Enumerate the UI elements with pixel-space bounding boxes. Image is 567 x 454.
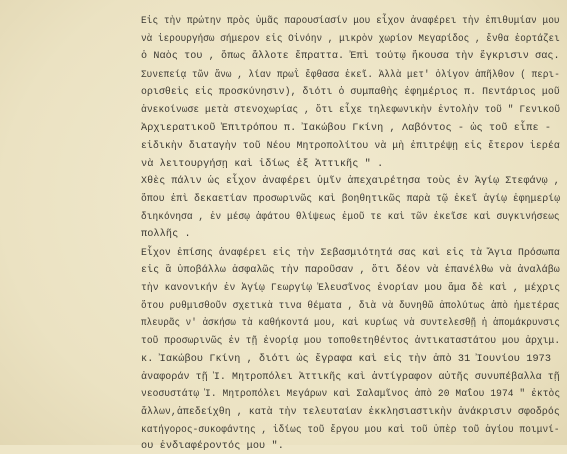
text-line: κ. Ἰακώβου Γκίνη , διότι ὡς ἔγραφα καὶ εἰς τὴν ἀπὸ 31 Ἰουνίου 1973 [141,354,552,365]
text-line: ου ἐνδιαφέροντός μου ". [141,441,284,452]
text-line: Ἀρχιερατικοῦ Ἐπιτρόπου π. Ἰακώβου Γκίνη , Λαβόντος - ὡς τοῦ εἶπε - [141,123,552,134]
text-line: Χθὲς πάλιν ὡς εἶχον ἀναφέρει ὑμῖν ἀπεχαιρέτησα τοὺς ἐν Ἁγίῳ Στεφάνῳ , [141,176,560,187]
text-line: νεοσυστάτῳ Ἱ. Μητροπόλει Μεγάρων καὶ Σαλαμῖνος ἀπὸ 20 Μαΐου 1974 " ἐκτὸς [141,389,561,400]
text-line: ἀναφοράν τῇ Ἱ. Μητροπόλει Ἀττικῆς καὶ ἀντίγραφον αὐτῆς συνυπέβαλλα τῇ [141,372,560,383]
text-line: εἰς ἃ ὑποβάλλω ἀσφαλῶς τὴν παροῦσαν , ὅτι δέον νὰ ἐπανέλθω νὰ ἀναλάβω [141,265,560,276]
text-line: πολλῆς . [141,229,191,240]
text-line: νὰ λειτουργήσῃ καὶ ἰδίως ἐξ Ἀττικῆς " . [141,159,384,170]
text-line: Εἰς τὴν πρώτην πρὸς ὑμᾶς παρουσίασίν μου εἶχον ἀναφέρει τὴν ἐπιθυμίαν μου [141,16,560,27]
text-line: ὁ Ναὸς του , ὅπως ἄλλοτε ἔπραττα. Ἐπὶ τούτῳ ἤκουσα τὴν ἔγκρισιν σας. [141,51,560,62]
text-line: ορισθεὶς εἰς προσκύνησιν), διότι ὁ συμπαθὴς ἐφημέριος π. Πεντάριος μοῦ [141,87,560,98]
text-line: διηκόνησα , ἐν μέσῳ ἀφάτου θλίψεως ἐμοῦ τε καὶ τῶν ἐκεῖσε καὶ συγκινήσεως [141,212,560,223]
text-line: τοῦ προσωρινῶς ἐν τῇ ἐνορίᾳ μου τοποθετηθέντος ἀντικαταστάτου μου ἀρχιμ. [141,336,561,347]
text-line: εἰδικὴν διαταγὴν τοῦ Νέου Μητροπολίτου νὰ μὴ ἐπιτρέψῃ εἰς ἕτερον ἱερέα [141,141,560,152]
text-line: ὅπου ἐπὶ δεκαετίαν προσωρινῶς καὶ βοηθητικῶς παρὰ τῷ ἐκεῖ ἁγίῳ ἐφημερίῳ [141,194,561,205]
text-line: νὰ ἱερουργήσω σήμερον εἰς Οἰνόην , μικρὸν χωρίον Μεγαρίδος , ἔνθα ἑορτάζει [141,34,560,45]
text-line: Εἶχον ἐπίσης ἀναφέρει εἰς τὴν Σεβασμιότητά σας καὶ εἰς τὰ Ἅγια Πρόσωπα [141,248,560,259]
text-line: ἀνεκοίνωσε μετὰ στενοχωρίας , ὅτι εἶχε τηλεφωνικὴν ἐντολὴν τοῦ " Γενικοῦ [141,105,561,116]
text-line: Συνεπείᾳ τῶν ἄνω , λίαν πρωῒ ἔφθασα ἐκεῖ. Ἀλλὰ μετ' ὀλίγον ἀπῆλθον ( περι- [141,70,560,81]
text-line: κατήγορος-συκοφάντης , ἰδίως τοῦ ἔργου μου καὶ τοῦ ὑπὲρ τοῦ ἁγίου ποιμνί- [141,425,560,436]
text-line: πλευρᾶς ν' ἀσκήσω τὰ καθήκοντά μου, καὶ κυρίως νὰ συντελεσθῇ ἡ ἀπομάκρυνσις [141,318,560,329]
text-line: ἄλλων,ἀπεδείχθη , κατὰ τὴν τελευταίαν ἐκκλησιαστικὴν ἀνάκρισιν σφοδρός [141,407,560,418]
text-line: ὅτου ρυθμισθοῦν σχετικὰ τινα θέματα , διὰ νὰ δυνηθῶ ἀπολύτως ἀπὸ ἡμετέρας [141,301,560,312]
text-line: τὴν κανονικήν ἐν Ἁγίῳ Γεωργίῳ Ἐλευσῖνος ἐνορίαν μου ἅμα δὲ καὶ , μέχρις [141,283,561,294]
